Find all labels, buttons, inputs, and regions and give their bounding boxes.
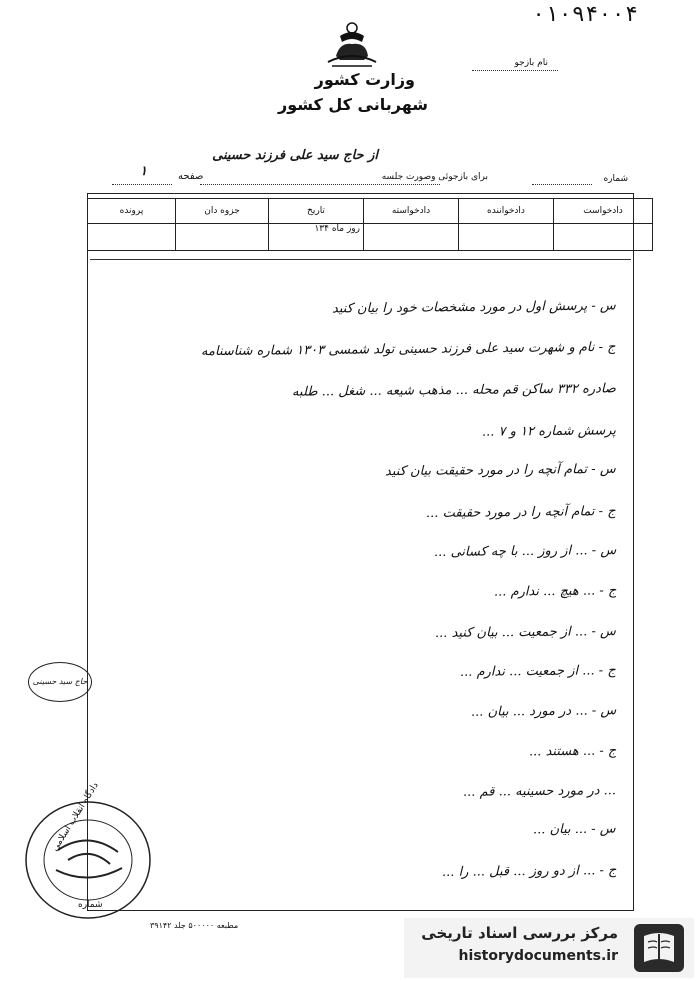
col-file: پرونده: [88, 199, 176, 224]
number-field: [532, 184, 592, 185]
watermark-banner: [404, 918, 694, 978]
handwritten-line: س - ... از جمعیت ... بیان کنید ...: [435, 624, 617, 641]
print-code: مطبعه ۵۰۰۰۰۰ جلد ۳۹۱۴۲: [150, 921, 239, 930]
table-bottom-rule: [90, 259, 631, 260]
table-cell: [88, 224, 176, 251]
handwritten-line: س - پرسش اول در مورد مشخصات خود را بیان کنید: [332, 298, 617, 317]
table-cell: [554, 224, 653, 251]
handwritten-line: ج - ... از دو روز ... قبل ... را ...: [441, 863, 617, 880]
watermark-url: historydocuments.ir: [458, 948, 618, 964]
subject-field: [200, 184, 440, 185]
interrogator-label: نام بازجو: [514, 58, 548, 68]
col-petition: دادخواست: [554, 199, 653, 224]
table-cell: [459, 224, 554, 251]
record-table-header: [88, 199, 653, 224]
seal-label: شماره: [78, 900, 103, 910]
handwritten-line: ج - نام و شهرت سید علی فرزند حسینی تولد شمسی ۱۳۰۳ شماره شناسنامه: [201, 339, 617, 360]
table-cell: [176, 224, 269, 251]
handwritten-line: س - ... در مورد ... بیان ...: [470, 703, 617, 720]
handwritten-line: س - تمام آنچه را در مورد حقیقت بیان کنید: [385, 461, 617, 480]
col-folder: جزوه دان: [176, 199, 269, 224]
handwritten-line: پرسش شماره ۱۲ و ۷ ...: [481, 423, 617, 440]
page-label: صفحه: [178, 171, 204, 182]
handwritten-line: س - ... از روز ... با چه کسانی ...: [433, 543, 617, 560]
watermark-title: مرکز بررسی اسناد تاریخی: [421, 924, 618, 942]
page-field: [112, 184, 172, 185]
book-logo-icon: [632, 922, 686, 974]
subject-handwriting: از حاج سید علی فرزند حسینی: [212, 148, 378, 163]
ministry-title: وزارت کشور: [314, 70, 415, 89]
document-number: ۰۱۰۹۴۰۰۴: [532, 2, 638, 27]
seal-text: دادگاه انقلاب اسلامی: [50, 780, 101, 854]
handwritten-line: ج - ... هیچ ... ندارم ...: [493, 583, 617, 600]
page-number: ۱: [140, 164, 147, 179]
handwritten-line: صادره ۳۳۲ ساکن قم محله ... مذهب شیعه ... شغل ... طلبه: [291, 381, 617, 400]
handwritten-line: ج - تمام آنچه را در مورد حقیقت ...: [426, 504, 617, 521]
col-date: تاریخ: [269, 199, 364, 224]
lion-and-sun-emblem: [322, 20, 382, 68]
margin-note: حاج سید حسینی: [28, 662, 92, 702]
date-cell: روز ماه ۱۳۴: [269, 224, 364, 251]
table-cell: [364, 224, 459, 251]
col-respondent: دادخواسته: [364, 199, 459, 224]
police-title: شهربانی کل کشور: [277, 95, 428, 114]
handwritten-line: ج - ... هستند ...: [528, 743, 617, 760]
handwritten-line: ... در مورد حسینیه ... قم ...: [462, 783, 617, 800]
handwritten-line: س - ... بیان ...: [533, 821, 617, 838]
col-petitioner: دادخواننده: [459, 199, 554, 224]
handwritten-line: ج - ... از جمعیت ... ندارم ...: [460, 663, 617, 680]
record-table: [87, 198, 653, 251]
number-label: شماره: [603, 174, 628, 184]
interrogator-field: [472, 70, 558, 71]
table-row: [88, 224, 653, 251]
session-label: برای بازجوئی وصورت جلسه: [381, 172, 488, 182]
